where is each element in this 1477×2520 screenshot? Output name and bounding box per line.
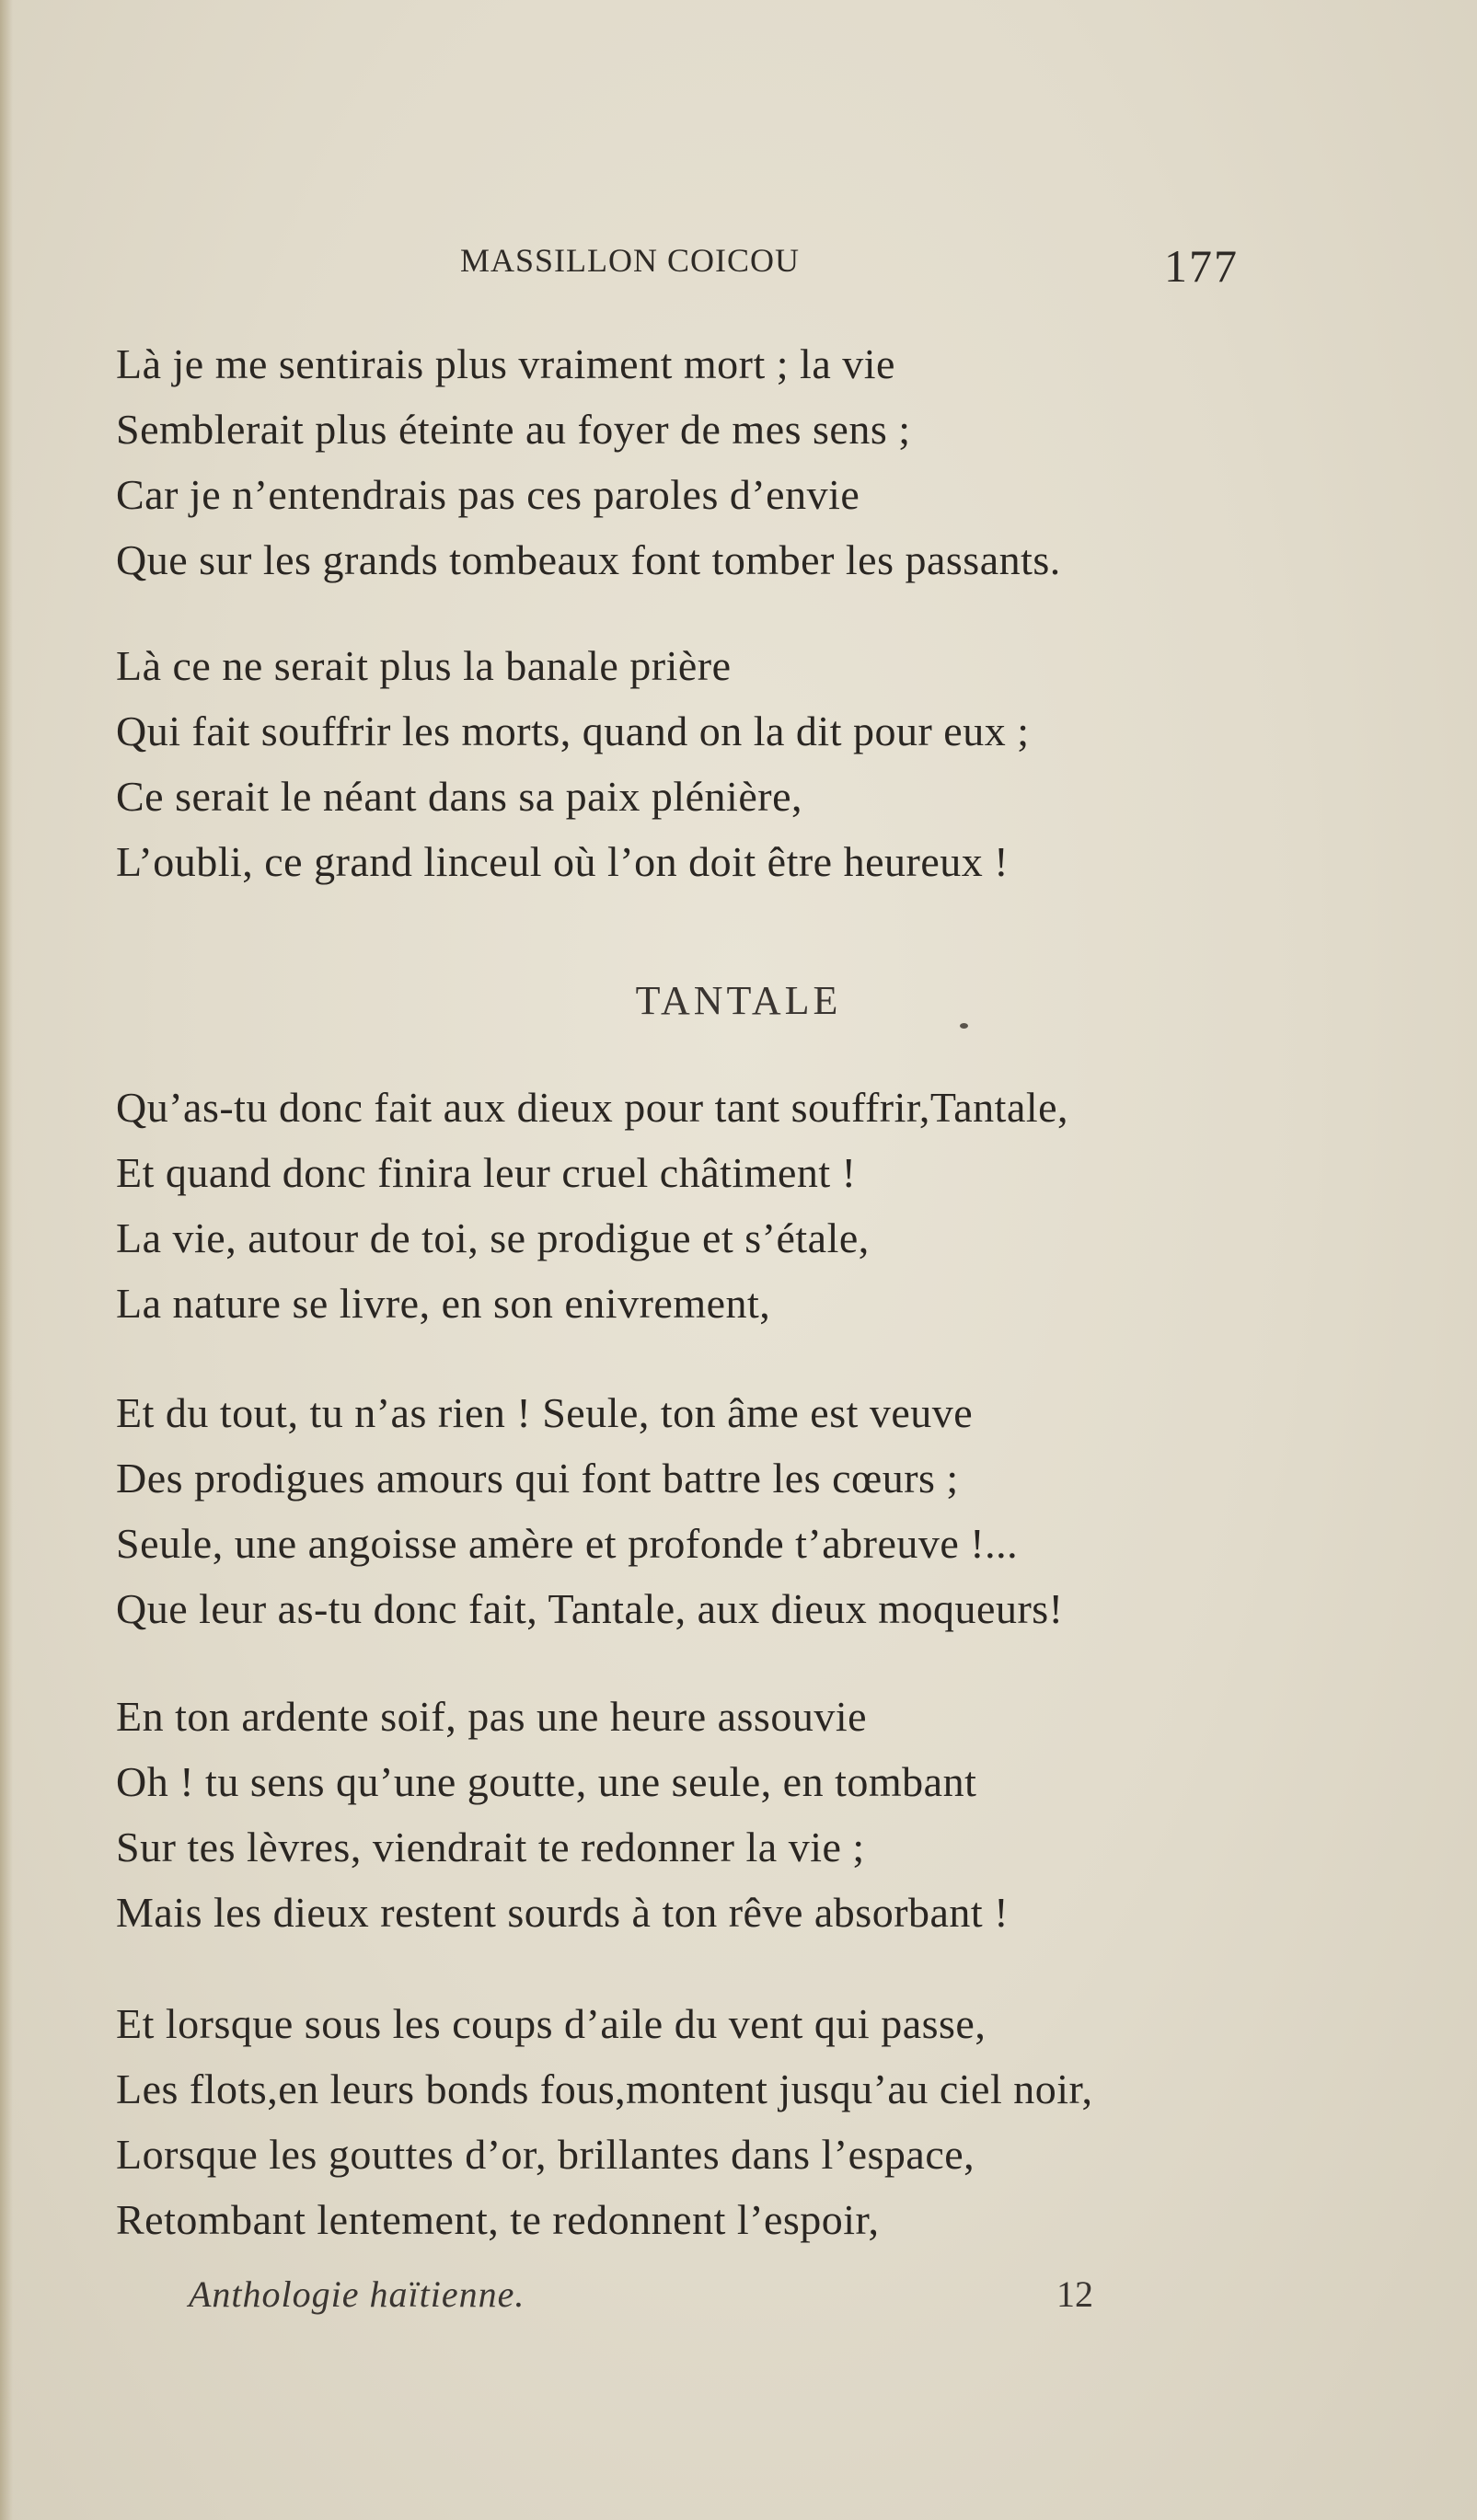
verse-line: Mais les dieux restent sourds à ton rêve absorbant ! bbox=[116, 1889, 1010, 1936]
stanza bbox=[116, 331, 1312, 593]
stanza bbox=[116, 1075, 1312, 1336]
verse-line: Là ce ne serait plus la banale prière bbox=[116, 642, 732, 689]
verse-line: Sur tes lèvres, viendrait te redonner la vie ; bbox=[116, 1824, 865, 1870]
verse-line: Que leur as-tu donc fait, Tantale, aux dieux moqueurs! bbox=[116, 1585, 1064, 1632]
verse-line: Les flots,en leurs bonds fous,montent jusqu’au ciel noir, bbox=[116, 2065, 1093, 2112]
verse-line: Retombant lentement, te redonnent l’espoir, bbox=[116, 2196, 880, 2243]
verse-line: Car je n’entendrais pas ces paroles d’envie bbox=[116, 471, 860, 518]
verse-line: L’oubli, ce grand linceul où l’on doit être heureux ! bbox=[116, 838, 1010, 885]
verse-line: Des prodigues amours qui font battre les cœurs ; bbox=[116, 1455, 959, 1502]
stanza bbox=[116, 1380, 1312, 1641]
signature-mark: Anthologie haïtienne. bbox=[189, 2273, 525, 2315]
verse-line: La vie, autour de toi, se prodigue et s’étale, bbox=[116, 1214, 870, 1261]
ink-speck bbox=[960, 1023, 968, 1029]
verse-line: Semblerait plus éteinte au foyer de mes sens ; bbox=[116, 406, 911, 453]
stanza bbox=[116, 1991, 1312, 2252]
page-footer bbox=[0, 2273, 1477, 2328]
verse-line: Qu’as-tu donc fait aux dieux pour tant souffrir,Tantale, bbox=[116, 1084, 1069, 1131]
page-number: 177 bbox=[1164, 240, 1239, 292]
verse-line: Que sur les grands tombeaux font tomber les passants. bbox=[116, 536, 1061, 583]
running-head: MASSILLON COICOU bbox=[460, 242, 801, 279]
verse-line: La nature se livre, en son enivrement, bbox=[116, 1280, 771, 1327]
verse-line: Lorsque les gouttes d’or, brillantes dans l’espace, bbox=[116, 2131, 975, 2178]
poem-title: TANTALE bbox=[635, 978, 842, 1023]
verse-line: Qui fait souffrir les morts, quand on la dit pour eux ; bbox=[116, 708, 1030, 754]
verse-line: Et quand donc finira leur cruel châtiment ! bbox=[116, 1149, 857, 1196]
verse-line: En ton ardente soif, pas une heure assouvie bbox=[116, 1693, 868, 1740]
verse-line: Seule, une angoisse amère et profonde t’abreuve !... bbox=[116, 1520, 1019, 1567]
verse-line: Et lorsque sous les coups d’aile du vent qui passe, bbox=[116, 2000, 987, 2047]
verse-line: Et du tout, tu n’as rien ! Seule, ton âme est veuve bbox=[116, 1389, 974, 1436]
page-edge bbox=[0, 0, 13, 2520]
stanza bbox=[116, 1684, 1312, 1945]
stanza bbox=[116, 633, 1312, 894]
page-header bbox=[0, 241, 1477, 296]
verse-line: Là je me sentirais plus vraiment mort ; la vie bbox=[116, 340, 895, 387]
verse-line: Oh ! tu sens qu’une goutte, une seule, en tombant bbox=[116, 1758, 977, 1805]
signature-number: 12 bbox=[1056, 2273, 1093, 2315]
verse-line: Ce serait le néant dans sa paix plénière, bbox=[116, 773, 802, 820]
